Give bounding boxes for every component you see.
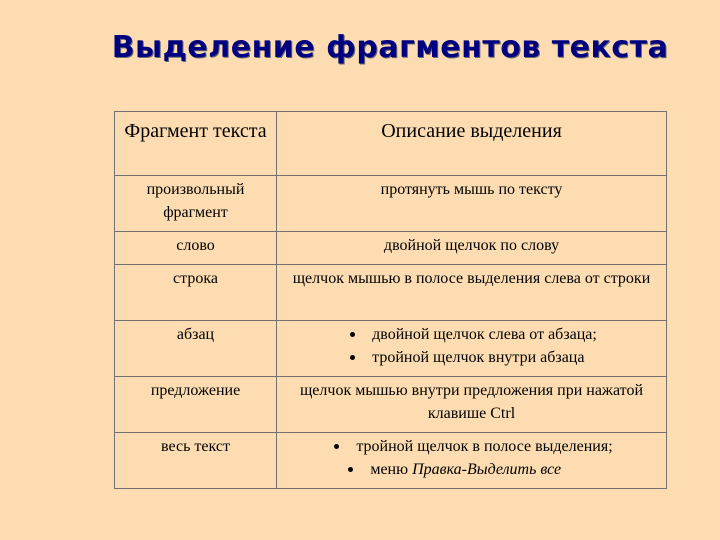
bullet-icon [350,332,355,337]
table-row [115,232,667,265]
table-row [115,433,667,489]
fragment-cell: слово [115,232,277,265]
slide-title: Выделение фрагментов текста [111,30,669,65]
bullet-list [346,323,597,369]
bullet-icon [348,467,353,472]
menu-prefix: меню [370,461,413,478]
table-row [115,265,667,321]
fragment-cell: весь текст [115,433,277,489]
fragment-cell: абзац [115,321,277,377]
bullet-text: тройной щелчок в полосе выделения; [356,438,613,455]
header-description: Описание выделения [277,112,667,176]
description-cell [277,321,667,377]
bullet-text: двойной щелчок слева от абзаца; [372,326,597,343]
list-item [330,435,612,458]
fragment-cell: произвольный фрагмент [115,176,277,232]
table-header-row [115,112,667,176]
bullet-icon [334,444,339,449]
table-row [115,176,667,232]
description-cell: щелчок мышью внутри предложения при нажатой клавише Ctrl [277,377,667,433]
description-cell: протянуть мышь по тексту [277,176,667,232]
list-item [346,346,597,369]
bullet-icon [350,355,355,360]
description-cell [277,433,667,489]
menu-path: Правка-Выделить все [412,461,562,478]
bullet-text: тройной щелчок внутри абзаца [372,349,585,366]
header-fragment: Фрагмент текста [115,112,277,176]
fragment-cell: строка [115,265,277,321]
fragment-cell: предложение [115,377,277,433]
selection-table [114,111,667,489]
list-item [330,458,612,481]
list-item [346,323,597,346]
table-row [115,377,667,433]
description-cell: щелчок мышью в полосе выделения слева от строки [277,265,667,321]
table-row [115,321,667,377]
bullet-list [330,435,612,481]
description-cell: двойной щелчок по слову [277,232,667,265]
